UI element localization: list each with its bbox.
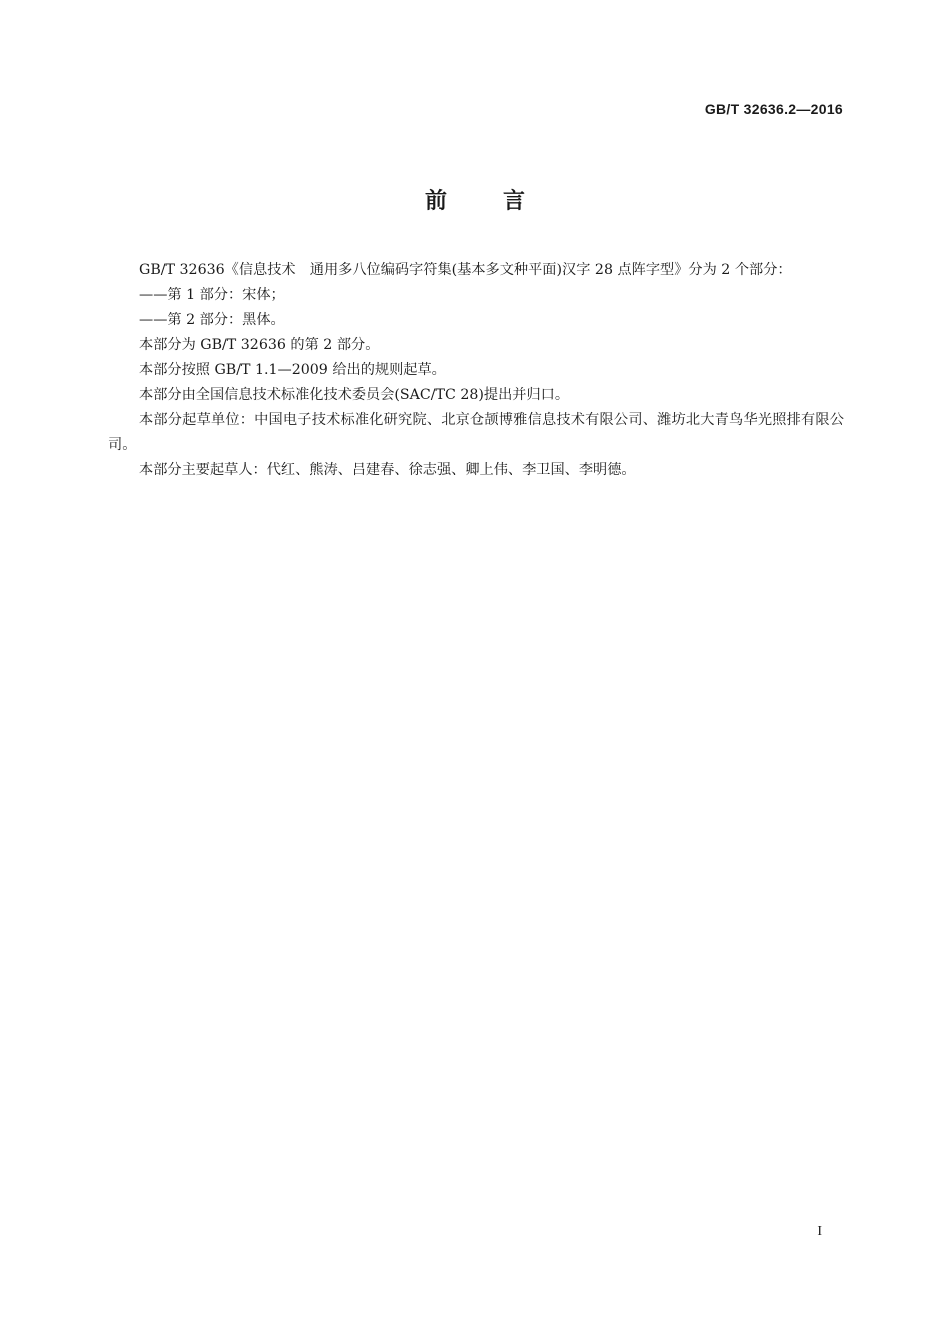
- foreword-body: [108, 258, 844, 483]
- paragraph-drafting-rules: 本部分按照 GB/T 1.1—2009 给出的规则起草。: [139, 362, 446, 378]
- paragraph-drafting-units: 本部分起草单位：中国电子技术标准化研究院、北京仓颉博雅信息技术有限公司、潍坊北大青鸟华光照排有限公司。: [108, 412, 844, 453]
- title-char-1: 前: [424, 189, 447, 214]
- title-char-2: 言: [503, 189, 526, 214]
- standard-number: GB/T 32636.2—2016: [704, 101, 843, 117]
- page-title: [0, 184, 950, 215]
- paragraph-scope: GB/T 32636《信息技术 通用多八位编码字符集(基本多文种平面)汉字 28 点阵字型》分为 2 个部分：: [139, 262, 792, 278]
- list-item-part-1: ——第 1 部分：宋体；: [139, 287, 285, 303]
- paragraph-this-part: 本部分为 GB/T 32636 的第 2 部分。: [139, 337, 380, 353]
- paragraph-drafters: 本部分主要起草人：代红、熊涛、吕建春、徐志强、卿上伟、李卫国、李明德。: [139, 462, 636, 478]
- page-number: I: [817, 1224, 822, 1239]
- paragraph-proposer: 本部分由全国信息技术标准化技术委员会(SAC/TC 28)提出并归口。: [139, 387, 570, 403]
- list-item-part-2: ——第 2 部分：黑体。: [139, 312, 285, 328]
